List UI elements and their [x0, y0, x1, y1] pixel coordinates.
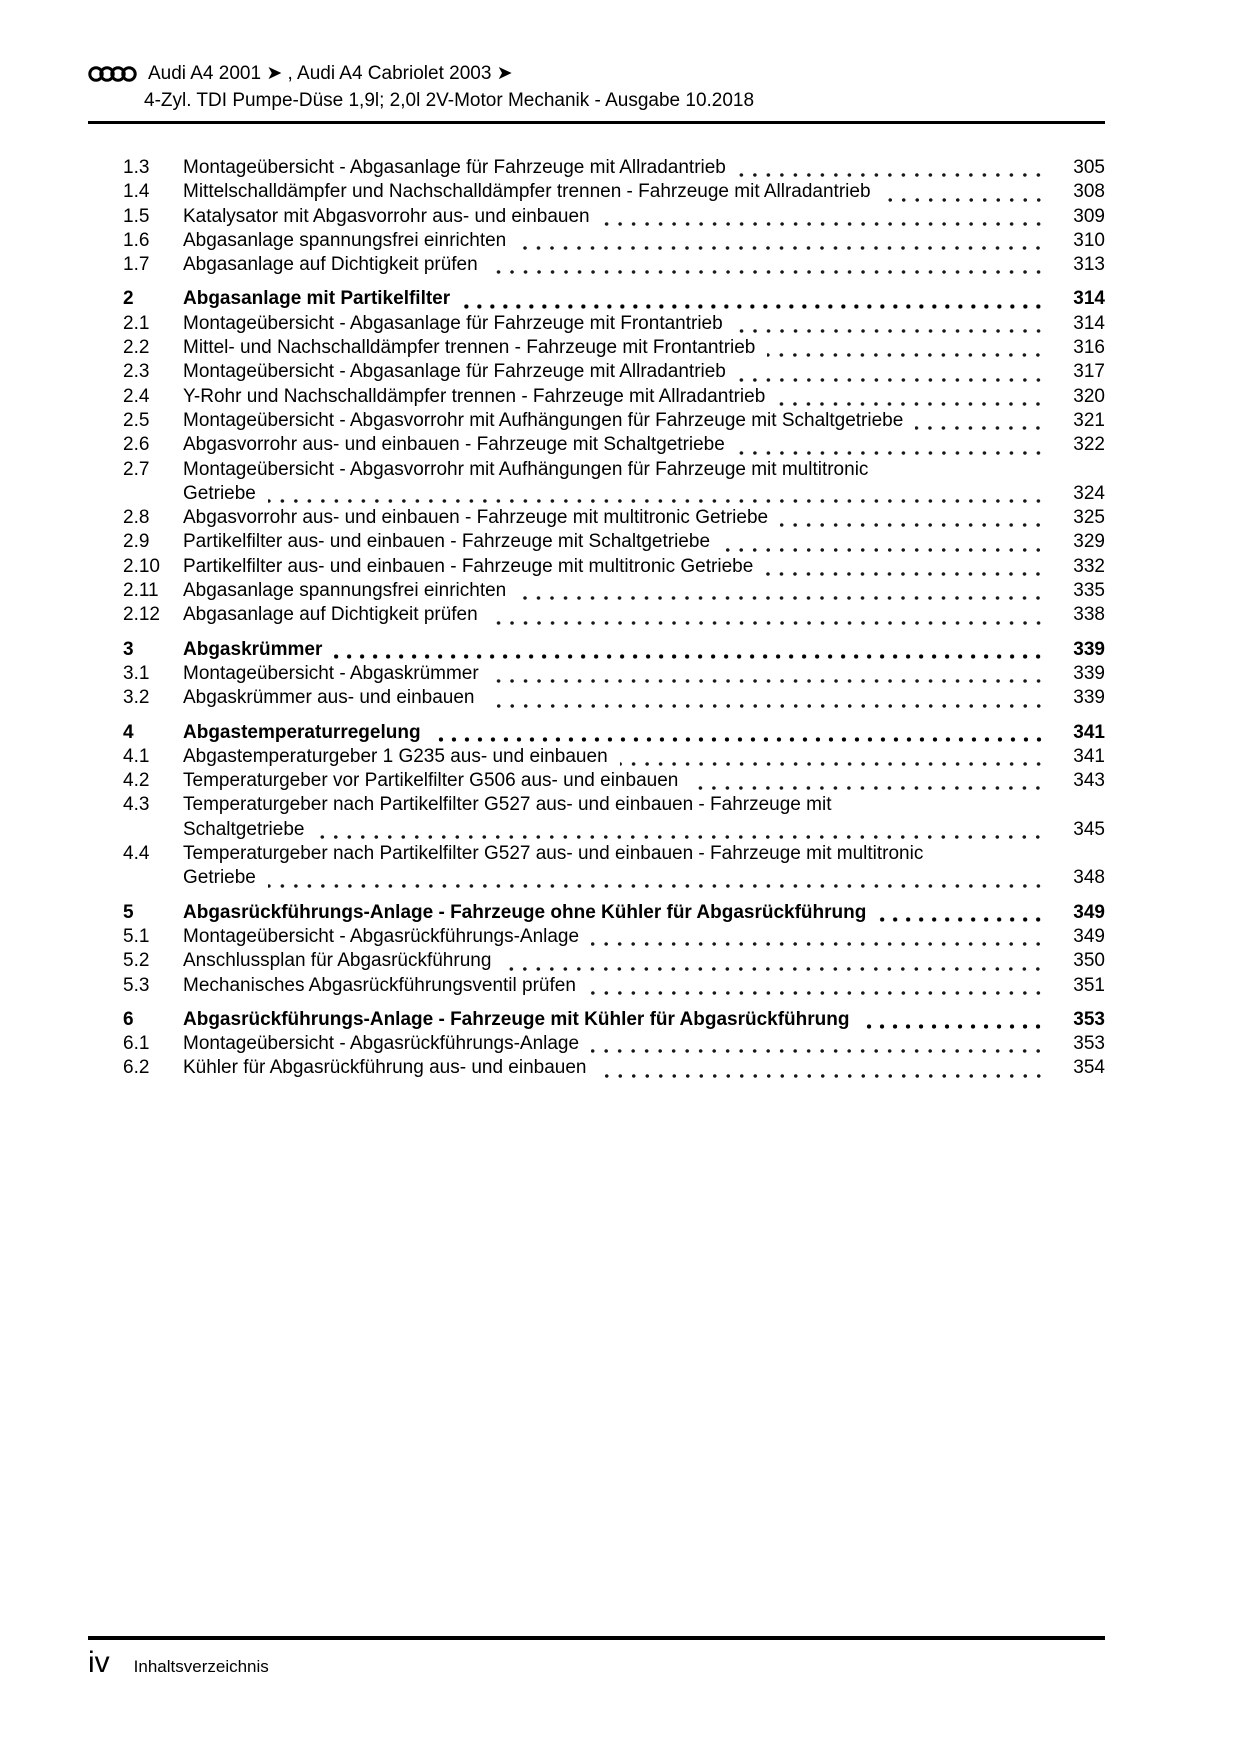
audi-rings-logo — [88, 61, 138, 87]
toc-entry-page: 310 — [1073, 229, 1105, 251]
toc-entry-number: 4.2 — [123, 770, 150, 792]
toc-entry-number: 2.8 — [123, 507, 150, 529]
toc-entry-number: 5.3 — [123, 974, 150, 996]
toc-entry-number: 2.3 — [123, 361, 150, 383]
toc-entry[interactable] — [88, 229, 1105, 253]
toc-entry[interactable] — [88, 721, 1105, 745]
toc-entry-title: Abgasanlage mit Partikelfilter — [183, 288, 451, 310]
toc-entry[interactable] — [88, 745, 1105, 769]
toc-entry-title: Abgasrückführungs-Anlage - Fahrzeuge ohne Kühler für Abgasrückführung — [183, 901, 867, 923]
toc-leader-dots — [738, 173, 1045, 177]
toc-entry-number: 2.12 — [123, 604, 160, 626]
toc-entry-page: 314 — [1073, 288, 1105, 310]
toc-entry-title: Anschlussplan für Abgasrückführung — [183, 950, 492, 972]
toc-entry-number: 4.3 — [123, 794, 150, 816]
toc-entry-title: Abgasanlage auf Dichtigkeit prüfen — [183, 604, 478, 626]
toc-entry-page: 353 — [1073, 1008, 1105, 1030]
toc-entry-number: 3.2 — [123, 687, 150, 709]
toc-entry-title: Abgastemperaturgeber 1 G235 aus- und einbauen — [183, 745, 608, 767]
toc-entry-page: 321 — [1073, 409, 1105, 431]
toc-entry-page: 339 — [1073, 687, 1105, 709]
toc-entry-number: 1.7 — [123, 254, 150, 276]
toc-entry-title: Abgasvorrohr aus- und einbauen - Fahrzeuge mit Schaltgetriebe — [183, 434, 725, 456]
toc-leader-dots — [915, 426, 1045, 430]
toc-entry-title: Montageübersicht - Abgasvorrohr mit Aufhängungen für Fahrzeuge mit multitronic — [183, 458, 869, 480]
toc-entry-title: Abgaskrümmer — [183, 638, 323, 660]
header-engine-line: 4-Zyl. TDI Pumpe-Düse 1,9l; 2,0l 2V-Motor Mechanik - Ausgabe 10.2018 — [144, 90, 755, 111]
toc-entry-page: 348 — [1073, 867, 1105, 889]
toc-entry-title: Temperaturgeber nach Partikelfilter G527 aus- und einbauen - Fahrzeuge mit — [183, 794, 832, 816]
toc-entry-number: 2.4 — [123, 385, 150, 407]
toc-leader-dots — [487, 704, 1045, 708]
toc-entry-page: 305 — [1073, 157, 1105, 178]
toc-entry-page: 314 — [1073, 312, 1105, 334]
toc-entry-title: Katalysator mit Abgasvorrohr aus- und einbauen — [183, 205, 590, 227]
toc-entry-number: 2.11 — [123, 580, 159, 602]
toc-leader-dots — [268, 499, 1045, 503]
toc-leader-dots — [861, 1024, 1045, 1029]
toc-entry-number: 5 — [123, 901, 134, 923]
toc-leader-dots — [690, 786, 1045, 790]
toc-leader-dots — [518, 246, 1045, 250]
toc-entry-title: Montageübersicht - Abgasrückführungs-Anlage — [183, 1033, 580, 1055]
toc-leader-dots — [735, 329, 1045, 333]
toc-leader-dots — [777, 402, 1045, 406]
toc-entry-title: Montageübersicht - Abgasrückführungs-Anlage — [183, 925, 580, 947]
table-of-contents — [88, 156, 1105, 1081]
toc-leader-dots — [462, 304, 1045, 309]
toc-leader-dots — [883, 198, 1045, 202]
toc-entry-title: Montageübersicht - Abgasvorrohr mit Aufhängungen für Fahrzeuge mit Schaltgetriebe — [183, 409, 904, 431]
toc-entry[interactable] — [88, 949, 1105, 973]
toc-entry-page: 354 — [1073, 1057, 1105, 1079]
toc-entry-title: Abgastemperaturregelung — [183, 721, 421, 743]
toc-leader-dots — [588, 991, 1045, 995]
toc-entry-title: Abgasrückführungs-Anlage - Fahrzeuge mit Kühler für Abgasrückführung — [183, 1008, 850, 1030]
toc-entry-page: 353 — [1073, 1033, 1105, 1055]
toc-entry[interactable] — [88, 530, 1105, 554]
toc-leader-dots — [268, 884, 1045, 888]
toc-entry-page: 308 — [1073, 181, 1105, 203]
toc-leader-dots — [491, 679, 1045, 683]
toc-entry-title: Partikelfilter aus- und einbauen - Fahrzeuge mit multitronic Getriebe — [183, 555, 754, 577]
toc-entry-number: 4.1 — [123, 745, 150, 767]
toc-leader-dots — [738, 378, 1045, 382]
toc-entry[interactable] — [88, 1032, 1105, 1056]
toc-entry[interactable] — [88, 458, 1105, 507]
toc-entry-page: 317 — [1073, 361, 1105, 383]
toc-entry-page: 313 — [1073, 254, 1105, 276]
toc-entry-title: Partikelfilter aus- und einbauen - Fahrzeuge mit Schaltgetriebe — [183, 531, 711, 553]
toc-entry[interactable] — [88, 974, 1105, 998]
toc-leader-dots — [518, 596, 1045, 600]
toc-leader-dots — [780, 523, 1045, 527]
toc-entry[interactable] — [88, 842, 1105, 891]
toc-entry-number: 2 — [123, 288, 134, 310]
toc-entry-page: 350 — [1073, 950, 1105, 972]
toc-entry-page: 325 — [1073, 507, 1105, 529]
toc-leader-dots — [599, 1074, 1046, 1078]
toc-entry-title: Mechanisches Abgasrückführungsventil prüfen — [183, 974, 576, 996]
toc-entry-number: 6 — [123, 1008, 134, 1030]
toc-entry-number: 2.2 — [123, 337, 150, 359]
toc-entry-title: Temperaturgeber nach Partikelfilter G527 aus- und einbauen - Fahrzeuge mit multitronic — [183, 843, 924, 865]
toc-entry-title: Kühler für Abgasrückführung aus- und einbauen — [183, 1057, 587, 1079]
toc-entry-title: Schaltgetriebe — [183, 818, 305, 840]
toc-entry-page: 341 — [1073, 745, 1105, 767]
toc-entry[interactable] — [88, 579, 1105, 603]
toc-entry[interactable] — [88, 312, 1105, 336]
toc-entry[interactable] — [88, 555, 1105, 579]
toc-entry-page: 329 — [1073, 531, 1105, 553]
toc-leader-dots — [316, 835, 1045, 839]
toc-entry-page: 341 — [1073, 721, 1105, 743]
toc-entry-number: 1.5 — [123, 205, 150, 227]
toc-entry-page: 332 — [1073, 555, 1105, 577]
toc-entry-page: 351 — [1073, 974, 1105, 996]
toc-entry[interactable] — [88, 662, 1105, 686]
toc-entry-number: 2.5 — [123, 409, 150, 431]
toc-entry[interactable] — [88, 409, 1105, 433]
toc-entry-number: 2.1 — [123, 312, 150, 334]
toc-entry-title: Abgasanlage auf Dichtigkeit prüfen — [183, 254, 478, 276]
toc-entry-title: Abgaskrümmer aus- und einbauen — [183, 687, 475, 709]
toc-entry[interactable] — [88, 385, 1105, 409]
toc-entry-title: Getriebe — [183, 867, 256, 889]
footer-section-label: Inhaltsverzeichnis — [133, 1657, 269, 1676]
toc-entry-title: Montageübersicht - Abgasanlage für Fahrzeuge mit Allradantrieb — [183, 157, 726, 178]
toc-leader-dots — [765, 572, 1045, 576]
toc-entry[interactable] — [88, 433, 1105, 457]
toc-entry-number: 2.6 — [123, 434, 150, 456]
toc-entry[interactable] — [88, 769, 1105, 793]
toc-leader-dots — [620, 762, 1045, 766]
toc-entry-page: 309 — [1073, 205, 1105, 227]
footer-page-number: iv — [88, 1646, 110, 1679]
toc-leader-dots — [737, 451, 1045, 455]
toc-entry-title: Getriebe — [183, 482, 256, 504]
toc-entry-number: 1.3 — [123, 157, 150, 178]
toc-entry-title: Abgasanlage spannungsfrei einrichten — [183, 580, 507, 602]
toc-entry-page: 320 — [1073, 385, 1105, 407]
toc-entry-title: Montageübersicht - Abgasanlage für Fahrzeuge mit Allradantrieb — [183, 361, 726, 383]
toc-entry-number: 5.1 — [123, 925, 150, 947]
toc-entry-number: 1.6 — [123, 229, 150, 251]
toc-entry-page: 345 — [1073, 818, 1105, 840]
toc-entry[interactable] — [88, 336, 1105, 360]
footer-rule — [88, 1636, 1105, 1640]
toc-leader-dots — [490, 270, 1045, 274]
toc-entry-number: 2.7 — [123, 458, 150, 480]
toc-leader-dots — [591, 1049, 1045, 1053]
toc-leader-dots — [878, 917, 1045, 922]
toc-entry-page: 339 — [1073, 638, 1105, 660]
toc-entry-page: 349 — [1073, 925, 1105, 947]
header-rule — [88, 121, 1105, 124]
toc-entry[interactable] — [88, 901, 1105, 925]
toc-entry-number: 6.1 — [123, 1033, 150, 1055]
toc-entry-title: Montageübersicht - Abgaskrümmer — [183, 662, 479, 684]
toc-entry-number: 3 — [123, 638, 134, 660]
toc-entry-page: 339 — [1073, 662, 1105, 684]
toc-entry-title: Montageübersicht - Abgasanlage für Fahrzeuge mit Frontantrieb — [183, 312, 723, 334]
toc-leader-dots — [767, 353, 1045, 357]
toc-entry-number: 1.4 — [123, 181, 150, 203]
toc-entry[interactable] — [88, 156, 1105, 180]
toc-entry-number: 5.2 — [123, 950, 150, 972]
toc-leader-dots — [591, 942, 1045, 946]
toc-entry[interactable] — [88, 1056, 1105, 1080]
toc-entry-title: Abgasanlage spannungsfrei einrichten — [183, 229, 507, 251]
toc-entry-page: 338 — [1073, 604, 1105, 626]
toc-leader-dots — [433, 737, 1045, 742]
toc-entry-page: 349 — [1073, 901, 1105, 923]
toc-entry[interactable] — [88, 360, 1105, 384]
toc-entry-page: 335 — [1073, 580, 1105, 602]
toc-entry-title: Y-Rohr und Nachschalldämpfer trennen - Fahrzeuge mit Allradantrieb — [183, 385, 766, 407]
toc-entry-page: 343 — [1073, 770, 1105, 792]
toc-entry[interactable] — [88, 603, 1105, 627]
toc-entry-page: 316 — [1073, 337, 1105, 359]
toc-entry-page: 322 — [1073, 434, 1105, 456]
toc-leader-dots — [490, 621, 1045, 625]
header-model-line: Audi A4 2001 ➤ , Audi A4 Cabriolet 2003 ➤ — [148, 63, 513, 84]
toc-leader-dots — [334, 654, 1045, 659]
page-footer — [88, 1636, 1105, 1680]
toc-entry-number: 2.10 — [123, 555, 160, 577]
toc-entry[interactable] — [88, 1008, 1105, 1032]
toc-entry[interactable] — [88, 686, 1105, 710]
toc-entry-title: Mittelschalldämpfer und Nachschalldämpfer trennen - Fahrzeuge mit Allradantrieb — [183, 181, 871, 203]
toc-entry[interactable] — [88, 925, 1105, 949]
toc-entry[interactable] — [88, 287, 1105, 311]
toc-entry[interactable] — [88, 793, 1105, 842]
page-header — [88, 60, 1105, 124]
toc-entry-page: 324 — [1073, 482, 1105, 504]
toc-entry[interactable] — [88, 638, 1105, 662]
toc-entry-number: 6.2 — [123, 1057, 150, 1079]
toc-leader-dots — [503, 967, 1045, 971]
toc-entry-title: Abgasvorrohr aus- und einbauen - Fahrzeuge mit multitronic Getriebe — [183, 507, 769, 529]
toc-entry[interactable] — [88, 180, 1105, 204]
toc-entry[interactable] — [88, 253, 1105, 277]
toc-entry-title: Mittel- und Nachschalldämpfer trennen - Fahrzeuge mit Frontantrieb — [183, 337, 756, 359]
toc-entry-number: 2.9 — [123, 531, 150, 553]
toc-entry-number: 4.4 — [123, 843, 150, 865]
toc-entry-number: 4 — [123, 721, 134, 743]
toc-leader-dots — [722, 548, 1045, 552]
toc-entry[interactable] — [88, 506, 1105, 530]
toc-entry-number: 3.1 — [123, 662, 150, 684]
toc-entry-title: Temperaturgeber vor Partikelfilter G506 aus- und einbauen — [183, 770, 679, 792]
toc-entry[interactable] — [88, 205, 1105, 229]
toc-leader-dots — [602, 222, 1045, 226]
